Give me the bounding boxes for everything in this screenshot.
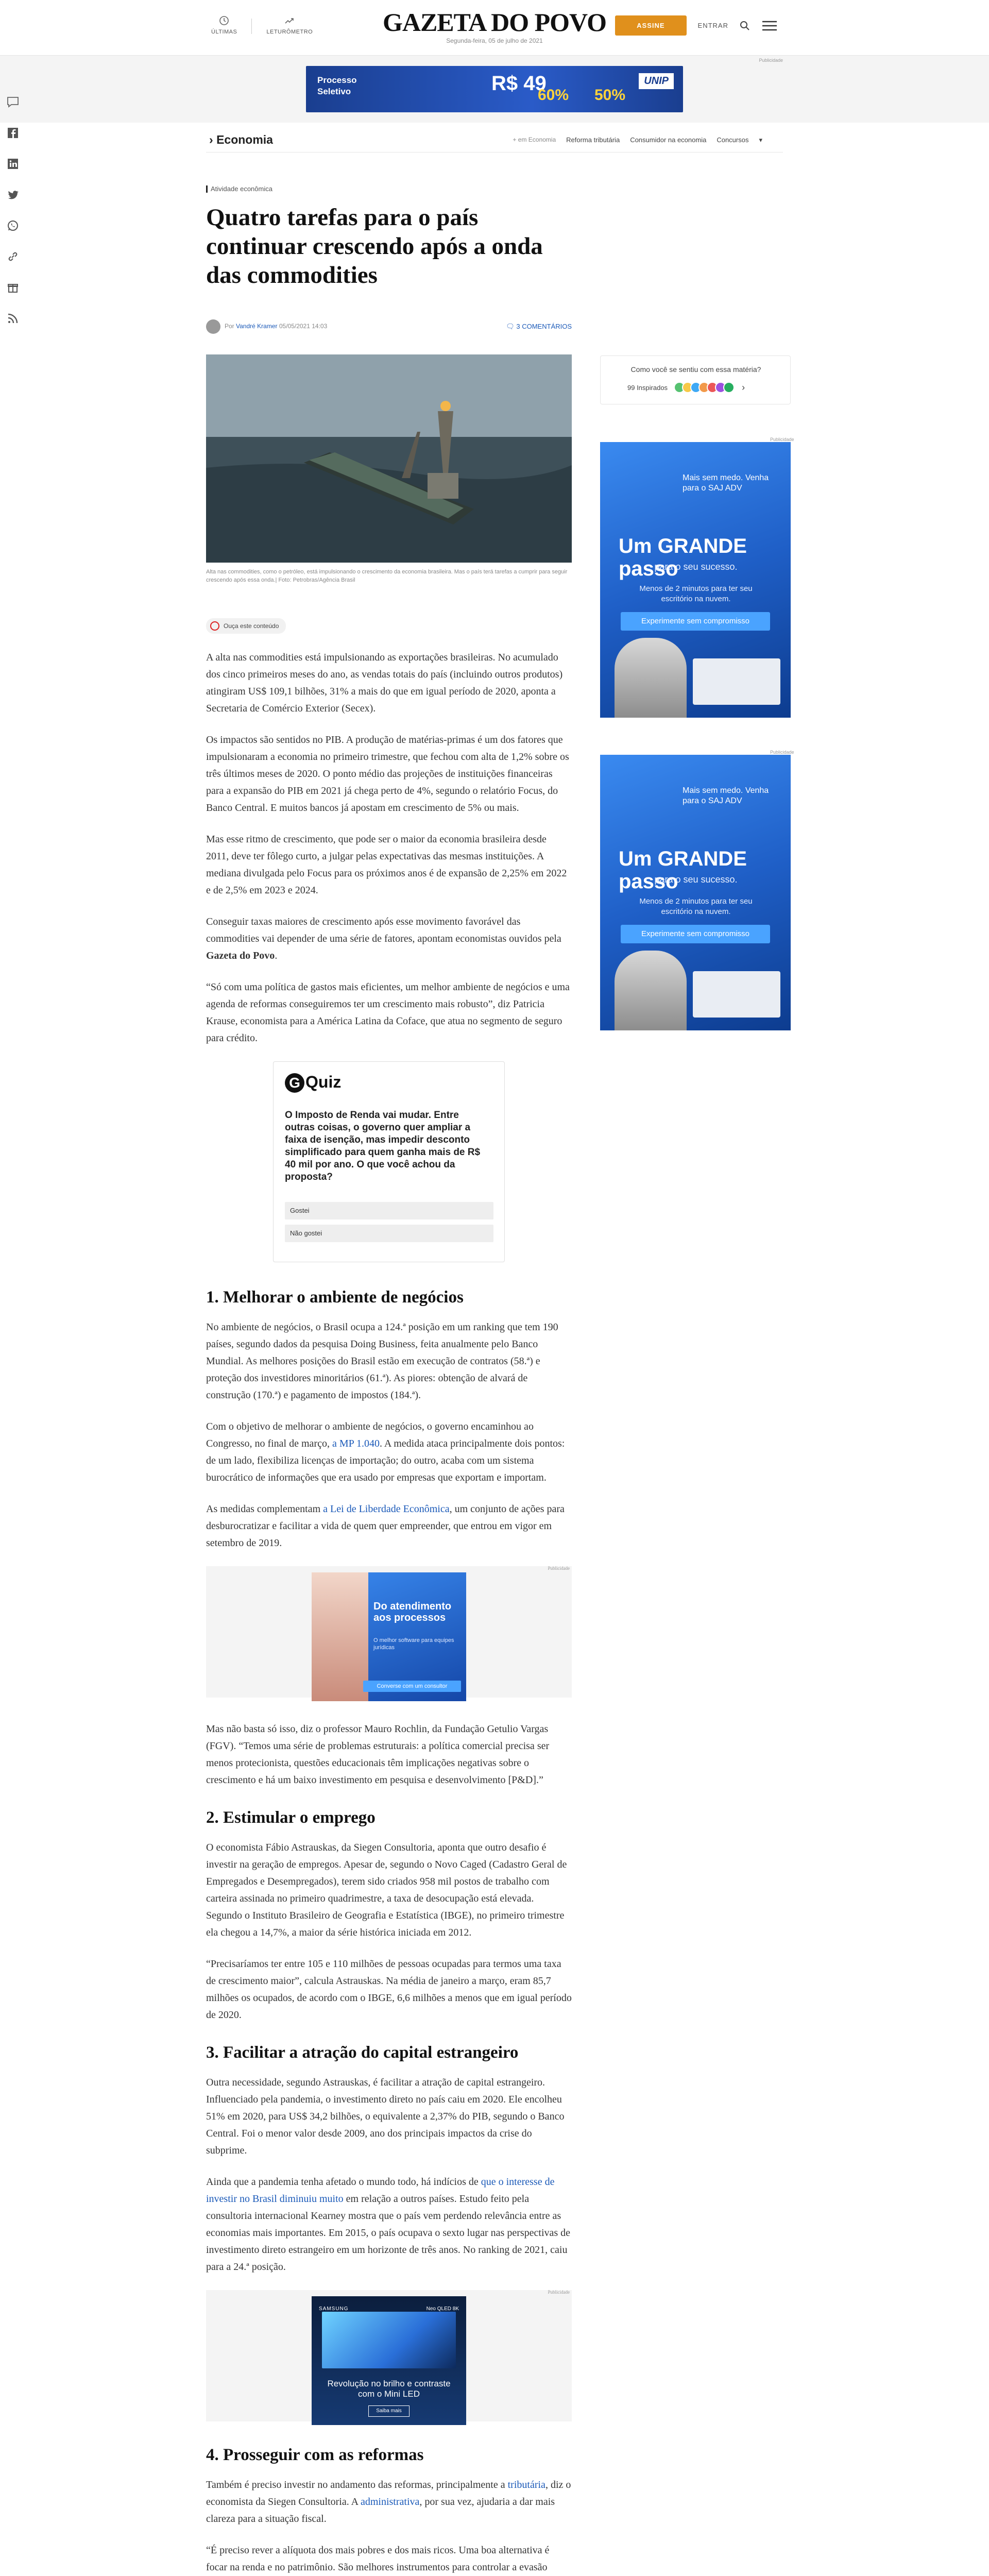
ad-headline-2: GRANDE [657, 535, 747, 557]
section-link-consumidor[interactable]: Consumidor na economia [630, 136, 707, 144]
subscribe-button[interactable]: ASSINE [615, 15, 686, 36]
rss-icon[interactable] [6, 312, 20, 325]
paragraph-text: , um conjunto de ações para desburocratizar e facilitar a vida de quem quer empreender, que entrou em vigor em setembro de 2019. [206, 1503, 565, 1549]
ad-label: Publicidade [548, 1566, 570, 1571]
paragraph [206, 1418, 572, 1486]
whatsapp-icon[interactable] [6, 219, 20, 232]
ad-body: Menos de 2 minutos para ter seu escritório na nuvem. [639, 897, 753, 916]
quiz-logo-text: Quiz [305, 1073, 342, 1091]
oil-platform-illustration [206, 354, 572, 563]
ad-headline-3: passo [619, 870, 678, 893]
ad-body: Menos de 2 minutos para ter seu escritório na nuvem. [639, 584, 753, 603]
ad-discount-2: 50% [594, 87, 626, 104]
chevron-down-icon[interactable]: ▾ [759, 136, 762, 144]
inline-ad-creative[interactable] [312, 2296, 466, 2425]
article-body [206, 649, 572, 2576]
ad-device-image [693, 971, 780, 1018]
paragraph-bold: Gazeta do Povo [206, 950, 275, 961]
quiz-option-like[interactable]: Gostei [285, 1202, 493, 1219]
ad-person-image [615, 951, 687, 1030]
ad-brand: SAMSUNG [319, 2306, 349, 2312]
paragraph-text: . A medida ataca principalmente dois pontos: de um lado, flexibiliza licenças de importação; do outro, acaba com um sistema burocrático de informações que era usado por empresas que exportam e importam. [206, 1438, 565, 1483]
ad-line1: Processo [317, 75, 357, 85]
quiz-widget [273, 1061, 505, 1262]
ad-cta-button[interactable]: Experimente sem compromisso [621, 925, 770, 943]
inline-link[interactable]: a Lei de Liberdade Econômica [323, 1503, 450, 1515]
radar-label: LETURÔMETRO [266, 29, 313, 35]
search-icon[interactable] [740, 21, 750, 31]
site-header [0, 0, 989, 56]
comments-count: 3 COMENTÁRIOS [516, 323, 572, 330]
site-logo[interactable]: GAZETA DO POVO [382, 8, 607, 37]
ad-cta-button[interactable]: Saiba mais [368, 2405, 410, 2417]
quiz-logo-badge: G [285, 1073, 304, 1093]
header-right [615, 15, 778, 36]
gift-icon[interactable] [6, 281, 20, 294]
author-link[interactable]: Vandré Kramer [236, 323, 278, 330]
article-headline: Quatro tarefas para o país continuar crescendo após a onda das commodities [206, 204, 543, 289]
byline-prefix: Por [225, 323, 236, 330]
ad-label: Publicidade [548, 2290, 570, 2295]
chevron-right-icon: › [209, 133, 217, 146]
paragraph: Mas não basta só isso, diz o professor Mauro Rochlin, da Fundação Getulio Vargas (FGV). “Temos uma série de problemas estruturais: a política comercial precisa ser menos protecionista, questões educacionais têm implicações negativas sobre o crescimento e há um baixo investimento em pesquisa e desenvolvimento [P&D].” [206, 1723, 550, 1786]
ad-headline-sub: para o seu sucesso. [654, 874, 738, 885]
top-ad-band [0, 56, 989, 123]
subheading: 3. Facilitar a atração do capital estrangeiro [206, 2043, 519, 2062]
ad-label: Publicidade [759, 58, 783, 63]
paragraph-text: Com o objetivo de melhorar o ambiente de negócios, o governo encaminhou ao Congresso, no final de março, [206, 1421, 534, 1449]
author-avatar [206, 319, 220, 334]
ad-headline-2: GRANDE [657, 848, 747, 870]
quiz-option-dislike[interactable]: Não gostei [285, 1225, 493, 1242]
twitter-icon[interactable] [6, 188, 20, 201]
play-icon [210, 621, 219, 631]
ad-headline-1: Um [619, 535, 652, 557]
ad-headline [619, 535, 791, 580]
ad-subtitle: O melhor software para equipes jurídicas [373, 1637, 454, 1651]
paragraph-text: , diz o economista da Siegen Consultoria. A [206, 2479, 571, 2507]
subheading: 1. Melhorar o ambiente de negócios [206, 1288, 464, 1307]
reaction-question: Como você se sentiu com essa matéria? [630, 365, 761, 374]
paragraph-text: . [275, 950, 278, 961]
reaction-row[interactable] [627, 382, 745, 393]
inline-link[interactable]: tributária [507, 2479, 545, 2490]
ad-small-text: Mais sem medo. Venha para o SAJ ADV [683, 473, 769, 493]
latest-label: ÚLTIMAS [211, 29, 237, 35]
ad-headline-sub: para o seu sucesso. [654, 562, 738, 572]
quiz-question: O Imposto de Renda vai mudar. Entre outras coisas, o governo quer ampliar a faixa de isenção, mas impedir desconto simplificado para quem ganha mais de R$ 40 mil por ano. O que você achou da proposta? [285, 1110, 481, 1182]
inline-link[interactable]: administrativa [360, 2496, 420, 2507]
ad-tv-image [322, 2312, 456, 2368]
paragraph-text: As medidas complementam [206, 1503, 323, 1515]
article [206, 185, 572, 2573]
paragraph [206, 2477, 572, 2528]
ad-headline [619, 848, 791, 893]
header-date: Segunda-feira, 05 de julho de 2021 [446, 37, 543, 44]
paragraph [206, 913, 572, 964]
share-rail [6, 95, 20, 325]
emoji-icon[interactable] [723, 382, 735, 393]
byline-text [225, 323, 327, 330]
menu-icon[interactable] [761, 20, 778, 31]
ad-discount-1: 60% [538, 87, 569, 104]
ad-person-image [312, 1572, 368, 1701]
ad-price: R$ 49 [491, 72, 547, 95]
inline-link[interactable]: a MP 1.040 [332, 1438, 380, 1449]
comments-link[interactable] [506, 323, 572, 331]
paragraph [206, 2174, 572, 2276]
paragraph: No ambiente de negócios, o Brasil ocupa a 124.ª posição em um ranking que tem 190 países, segundo dados da pesquisa Doing Business, feita anualmente pelo Banco Mundial. As melhores posições do Brasil estão em execução de contratos (58.ª) e proteção dos investidores minoritários (61.ª). As piores: obtenção de alvará de construção (170.ª) e pagamento de impostos (184.ª). [206, 1321, 558, 1401]
paragraph-text: em relação a outros países. Estudo feito pela consultoria internacional Kearney mostra que o país vem perdendo relevância entre as economias mais importantes. Em 2015, o país ocupava o sexto lugar nas perspectivas de investimento direto estrangeiro em um horizonte de três anos. No ranking de 2021, caiu para a 24.ª posição. [206, 2193, 571, 2273]
article-category[interactable]: Atividade econômica [206, 185, 572, 193]
quiz-logo [285, 1073, 341, 1093]
paragraph: Os impactos são sentidos no PIB. A produção de matérias-primas é um dos fatores que impulsionaram a economia no primeiro trimestre, que fechou com alta de 1,2% sobre os três últimos meses de 2020. O ponto médio das projeções de instituições financeiras para a expansão do PIB em 2021 já chega perto de 4%, segundo o relatório Focus, do Banco Central. E muitos bancos já apostam em crescimento de 5% ou mais. [206, 734, 569, 814]
section-title-label: Economia [216, 133, 273, 146]
ad-title: Revolução no brilho e contraste com o Mini LED [327, 2379, 451, 2399]
link-icon[interactable] [6, 250, 20, 263]
ad-brand-logo: UNIP [639, 73, 674, 89]
login-link[interactable]: ENTRAR [697, 22, 728, 29]
inline-ad-1 [206, 1566, 572, 1698]
byline [206, 316, 572, 337]
ad-small-text: Mais sem medo. Venha para o SAJ ADV [683, 786, 769, 805]
ad-device-image [693, 658, 780, 705]
ad-person-image [615, 638, 687, 718]
section-link-reforma[interactable]: Reforma tributária [566, 136, 620, 144]
paragraph: “Só com uma política de gastos mais eficientes, um melhor ambiente de negócios e uma agenda de reformas conseguiremos ter um crescimento mais robusto”, diz Patricia Krause, economista para a América Latina da Coface, que atua no segmento de seguro para crédito. [206, 981, 570, 1044]
paragraph: O economista Fábio Astrauskas, da Siegen Consultoria, aponta que outro desafio é investir na geração de empregos. Apesar de, segundo o Novo Caged (Cadastro Geral de Empregados e Desempregados), terem sido criados 958 mil postos de trabalho com carteira assinada no primeiro quadrimestre, a taxa de desocupação está elevada. Segundo o Instituto Brasileiro de Geografia e Estatística (IBGE), no primeiro trimestre ela chegou a 14,7%, a maior da série histórica iniciada em 2012. [206, 1842, 567, 1938]
section-links [513, 136, 762, 144]
inline-link[interactable]: que o interesse de investir no Brasil diminuiu muito [206, 2176, 555, 2205]
top-banner-ad[interactable] [306, 66, 683, 112]
paragraph: A alta nas commodities está impulsionando as exportações brasileiras. No acumulado dos cinco primeiros meses do ano, as vendas totais do país (incluindo outros produtos) atingiram US$ 109,1 bilhões, 31% a mais do que em igual período de 2020, aponta a Secretaria de Comércio Exterior (Secex). [206, 652, 563, 714]
main-image[interactable] [206, 354, 572, 563]
subheading: 4. Prosseguir com as reformas [206, 2446, 424, 2464]
paragraph: Outra necessidade, segundo Astrauskas, é facilitar a atração de capital estrangeiro. Influenciado pela pandemia, o investimento direto no país caiu em 2020. Ele encolheu 51% em 2020, para US$ 34,2 bilhões, o equivalente a 2,37% do PIB, segundo o Banco Central. Foi o menor valor desde 2009, ano dos principais impactos da crise do subprime. [206, 2077, 565, 2156]
ad-title: Do atendimento aos processos [373, 1601, 452, 1623]
sidebar-ad-2[interactable] [600, 755, 791, 1030]
paragraph-text: , por sua vez, ajudaria a dar mais clareza para a situação fiscal. [206, 2496, 555, 2524]
section-title[interactable] [209, 133, 273, 147]
sidebar-ad-1[interactable] [600, 442, 791, 718]
section-links-lead: + em Economia [513, 136, 556, 143]
facebook-icon[interactable] [6, 126, 20, 140]
paragraph: “Precisaríamos ter entre 105 e 110 milhões de pessoas ocupadas para termos uma taxa de crescimento maior”, calcula Astrauskas. Na média de janeiro a março, eram 85,7 milhões os ocupados, de acordo com o IBGE, 6,6 milhões a menos que em igual período de 2020. [206, 1958, 572, 2021]
paragraph: “É preciso rever a alíquota dos mais pobres e dos mais ricos. Uma boa alternativa é focar na renda e no patrimônio. São melhores instrumentos para controlar a evasão [206, 2545, 550, 2573]
inline-ad-creative[interactable] [312, 1572, 466, 1701]
ad-line2: Seletivo [317, 87, 351, 96]
comment-icon: 🗨 [506, 323, 515, 330]
ad-headline-1: Um [619, 848, 652, 870]
ad-headline-3: passo [619, 557, 678, 580]
inline-ad-2 [206, 2290, 572, 2421]
ad-label: Publicidade [770, 750, 794, 755]
publish-date: 05/05/2021 14:03 [279, 323, 328, 330]
listen-button[interactable] [206, 618, 286, 634]
ad-cta-button[interactable]: Converse com um consultor [363, 1681, 461, 1692]
comment-icon[interactable] [6, 95, 20, 109]
subheading: 2. Estimular o emprego [206, 1808, 376, 1827]
ad-model: Neo QLED 8K [426, 2306, 459, 2312]
paragraph [206, 1501, 572, 1552]
paragraph: Mas esse ritmo de crescimento, que pode ser o maior da economia brasileira desde 2011, deve ter fôlego curto, a julgar pelas expectativas das mesmas instituições. A mediana divulgada pelo Focus para os próximos anos é de expansão de 2,25% em 2022 e de 2,5% em 2023 e 2024. [206, 834, 567, 896]
paragraph-text: Conseguir taxas maiores de crescimento após esse movimento favorável das commodities vai depender de uma série de fatores, apontam economistas ouvidos pela [206, 916, 561, 944]
ad-cta-button[interactable]: Experimente sem compromisso [621, 612, 770, 631]
section-nav [206, 129, 783, 152]
ad-label: Publicidade [770, 437, 794, 442]
chevron-right-icon[interactable]: › [742, 382, 745, 393]
reaction-widget [600, 355, 791, 404]
paragraph-text: Ainda que a pandemia tenha afetado o mundo todo, há indícios de [206, 2176, 481, 2188]
section-link-concursos[interactable]: Concursos [717, 136, 749, 144]
reaction-count: 99 Inspirados [627, 383, 668, 392]
linkedin-icon[interactable] [6, 157, 20, 171]
image-caption: Alta nas commodities, como o petróleo, está impulsionando o crescimento da economia brasileira. Mas o país terá tarefas a cumprir para seguir crescendo após essa onda.| Foto: Petrobras/Agência Brasil [206, 569, 568, 583]
listen-label: Ouça este conteúdo [224, 622, 279, 630]
paragraph-text: Também é preciso investir no andamento das reformas, principalmente a [206, 2479, 508, 2490]
